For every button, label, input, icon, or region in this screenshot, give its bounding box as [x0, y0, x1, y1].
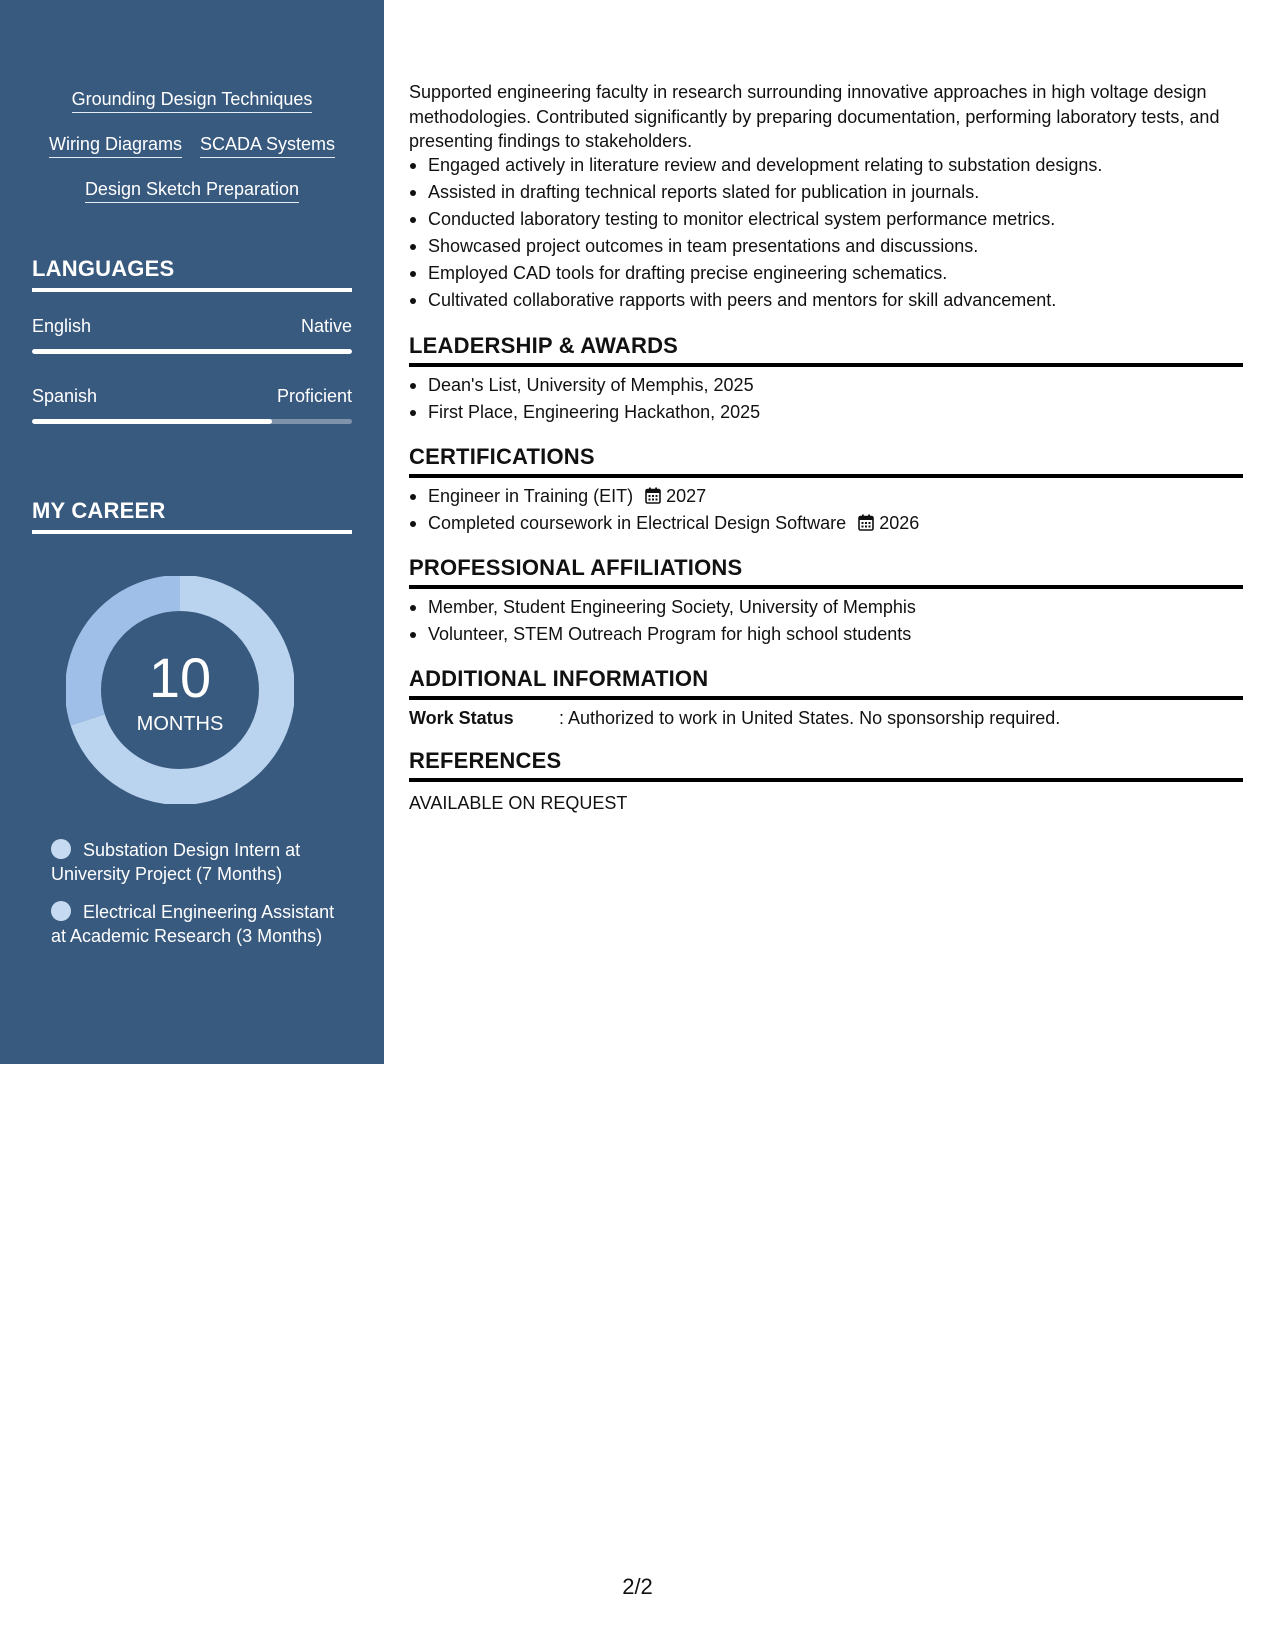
- career-item: [51, 838, 341, 886]
- certification-year: 2026: [879, 513, 920, 533]
- list-item: Volunteer, STEM Outreach Program for high school students: [409, 621, 1243, 648]
- list-item: First Place, Engineering Hackathon, 2025: [409, 399, 1243, 426]
- skill-tag: Grounding Design Techniques: [72, 88, 313, 113]
- list-item: Employed CAD tools for drafting precise engineering schematics.: [409, 260, 1243, 287]
- skills-row: [0, 88, 384, 113]
- languages-heading: LANGUAGES: [32, 256, 352, 292]
- work-status-label: Work Status: [409, 708, 514, 728]
- leadership-heading: LEADERSHIP & AWARDS: [409, 333, 1243, 367]
- career-dot-icon: [51, 839, 71, 859]
- career-item: [51, 900, 341, 948]
- certification-name: Engineer in Training (EIT): [428, 486, 634, 506]
- references-text: AVAILABLE ON REQUEST: [409, 793, 628, 813]
- language-bar: [32, 349, 352, 354]
- sidebar: [0, 0, 384, 1064]
- work-status: [409, 706, 1243, 730]
- certifications-heading: CERTIFICATIONS: [409, 444, 1243, 478]
- list-item: Assisted in drafting technical reports slated for publication in journals.: [409, 179, 1243, 206]
- skills-row: [0, 133, 384, 158]
- career-dot-icon: [51, 901, 71, 921]
- career-item-text: Substation Design Intern at University Project (7 Months): [51, 840, 301, 884]
- language-bar: [32, 419, 352, 424]
- list-item: Member, Student Engineering Society, University of Memphis: [409, 594, 1243, 621]
- language-bar-fill: [32, 349, 352, 354]
- certification-year: 2027: [666, 486, 707, 506]
- page-number: 2/2: [622, 1574, 653, 1599]
- skill-tag: Design Sketch Preparation: [85, 178, 299, 203]
- skill-tag: Wiring Diagrams: [49, 133, 182, 158]
- language-bar-fill: [32, 419, 272, 424]
- calendar-icon: [645, 487, 661, 504]
- career-heading: MY CAREER: [32, 498, 352, 534]
- language-level: Proficient: [276, 386, 352, 406]
- certification-name: Completed coursework in Electrical Design Software: [428, 513, 847, 533]
- list-item: [409, 510, 1243, 537]
- language-level: Native: [300, 316, 352, 336]
- additional-info-heading: ADDITIONAL INFORMATION: [409, 666, 1243, 700]
- references-heading: REFERENCES: [409, 748, 1243, 782]
- skills-row: [0, 178, 384, 203]
- language-english: [32, 315, 352, 354]
- affiliations-list: [409, 594, 1243, 648]
- list-item: Dean's List, University of Memphis, 2025: [409, 372, 1243, 399]
- experience-summary: Supported engineering faculty in research surrounding innovative approaches in high voltage design methodologies. Contributed significantly by preparing documentation, performing laboratory tests, and presenting findings to stakeholders.: [409, 82, 1220, 151]
- affiliations-heading: PROFESSIONAL AFFILIATIONS: [409, 555, 1243, 589]
- language-spanish: [32, 385, 352, 424]
- experience-bullets: [409, 152, 1243, 314]
- list-item: Engaged actively in literature review and development relating to substation designs.: [409, 152, 1243, 179]
- calendar-icon: [858, 514, 874, 531]
- list-item: Cultivated collaborative rapports with peers and mentors for skill advancement.: [409, 287, 1243, 314]
- list-item: Conducted laboratory testing to monitor electrical system performance metrics.: [409, 206, 1243, 233]
- certifications-list: [409, 483, 1243, 537]
- career-total: [66, 576, 294, 804]
- leadership-list: [409, 372, 1243, 426]
- career-total-unit: MONTHS: [136, 713, 224, 735]
- skill-tag: SCADA Systems: [200, 133, 335, 158]
- work-status-value: : Authorized to work in United States. No sponsorship required.: [559, 708, 1061, 728]
- career-item-text: Electrical Engineering Assistant at Academic Research (3 Months): [51, 902, 335, 946]
- list-item: Showcased project outcomes in team presentations and discussions.: [409, 233, 1243, 260]
- language-name: Spanish: [32, 386, 98, 406]
- career-total-number: 10: [148, 646, 212, 709]
- list-item: [409, 483, 1243, 510]
- language-name: English: [32, 316, 92, 336]
